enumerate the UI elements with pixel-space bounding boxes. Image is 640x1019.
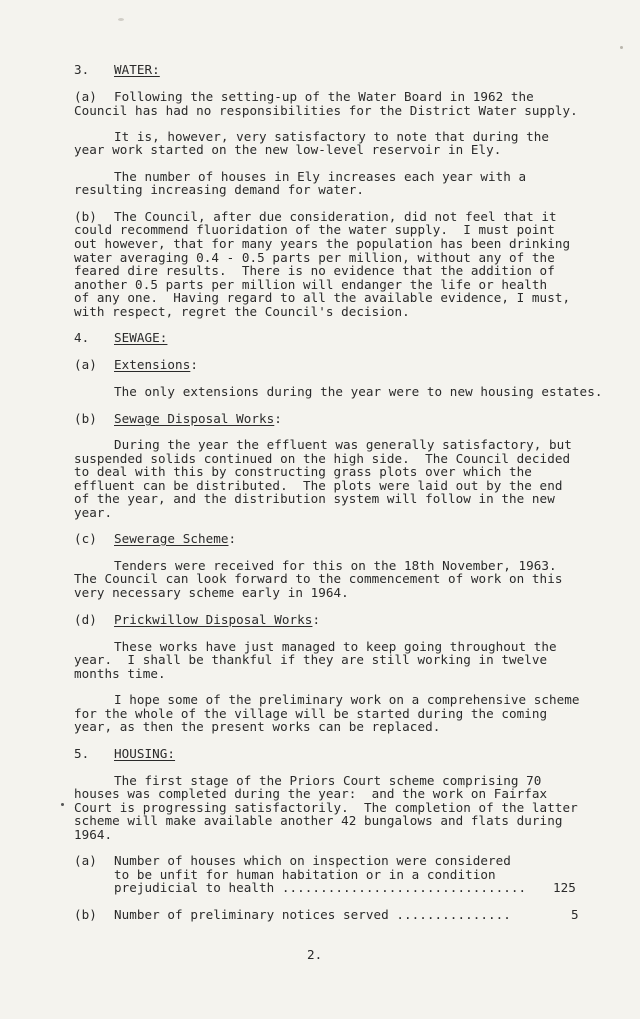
page-number: 2. bbox=[307, 947, 323, 962]
paragraph-line: The first stage of the Priors Court scheme comprising 70 bbox=[114, 773, 542, 788]
paragraph-line: year. bbox=[74, 505, 113, 520]
section-5-number: 5. bbox=[74, 746, 90, 761]
housing-item-value: 125 bbox=[553, 880, 576, 895]
section-4a-title-text: Extensions bbox=[114, 357, 191, 372]
paragraph-line: feared dire results. There is no evidence that the addition of bbox=[74, 263, 555, 278]
housing-item-value: 5 bbox=[571, 907, 579, 922]
paragraph-line: These works have just managed to keep going throughout the bbox=[114, 639, 557, 654]
housing-item-label: (b) bbox=[74, 907, 97, 922]
paragraph-line: Court is progressing satisfactorily. The completion of the latter bbox=[74, 800, 578, 815]
section-4-number: 4. bbox=[74, 330, 90, 345]
paragraph-line: year. I shall be thankful if they are still working in twelve bbox=[74, 652, 548, 667]
section-4b-title-text: Sewage Disposal Works bbox=[114, 411, 275, 426]
paragraph-line: 1964. bbox=[74, 827, 113, 842]
section-3a-label: (a) bbox=[74, 89, 97, 104]
section-4a-title: Extensions: bbox=[114, 357, 198, 372]
paragraph-line: Following the setting-up of the Water Board in 1962 the bbox=[114, 89, 534, 104]
housing-item-line: prejudicial to health ................................ bbox=[114, 880, 527, 895]
paragraph-line: of the year, and the distribution system will follow in the new bbox=[74, 491, 555, 506]
section-3b-label: (b) bbox=[74, 209, 97, 224]
section-4b-label: (b) bbox=[74, 411, 97, 426]
paragraph-line: I hope some of the preliminary work on a comprehensive scheme bbox=[114, 692, 580, 707]
section-5-heading: HOUSING: bbox=[114, 746, 176, 761]
paragraph-line: The only extensions during the year were to new housing estates. bbox=[114, 384, 603, 399]
paragraph-line: houses was completed during the year: and the work on Fairfax bbox=[74, 786, 548, 801]
section-3-number: 3. bbox=[74, 62, 90, 77]
paragraph-line: months time. bbox=[74, 666, 166, 681]
paragraph-line: effluent can be distributed. The plots were laid out by the end bbox=[74, 478, 563, 493]
paragraph-line: The Council can look forward to the commencement of work on this bbox=[74, 571, 563, 586]
paragraph-line: The number of houses in Ely increases each year with a bbox=[114, 169, 527, 184]
scan-speck bbox=[61, 803, 64, 806]
paragraph-line: very necessary scheme early in 1964. bbox=[74, 585, 349, 600]
housing-item-label: (a) bbox=[74, 853, 97, 868]
paragraph-line: could recommend fluoridation of the water supply. I must point bbox=[74, 222, 555, 237]
paragraph-line: suspended solids continued on the high side. The Council decided bbox=[74, 451, 571, 466]
section-4b-title: Sewage Disposal Works: bbox=[114, 411, 282, 426]
scan-speck bbox=[118, 18, 124, 21]
section-4c-label: (c) bbox=[74, 531, 97, 546]
paragraph-line: water averaging 0.4 - 0.5 parts per million, without any of the bbox=[74, 250, 555, 265]
paragraph-line: scheme will make available another 42 bungalows and flats during bbox=[74, 813, 563, 828]
paragraph-line: Council has had no responsibilities for the District Water supply. bbox=[74, 103, 578, 118]
paragraph-line: Tenders were received for this on the 18th November, 1963. bbox=[114, 558, 557, 573]
section-4c-title-text: Sewerage Scheme bbox=[114, 531, 229, 546]
paragraph-line: out however, that for many years the population has been drinking bbox=[74, 236, 571, 251]
paragraph-line: The Council, after due consideration, did not feel that it bbox=[114, 209, 557, 224]
section-4d-title-text: Prickwillow Disposal Works bbox=[114, 612, 313, 627]
section-3-heading: WATER: bbox=[114, 62, 160, 77]
paragraph-line: to deal with this by constructing grass plots over which the bbox=[74, 464, 532, 479]
section-4d-label: (d) bbox=[74, 612, 97, 627]
section-4-heading: SEWAGE: bbox=[114, 330, 168, 345]
housing-item-line: Number of houses which on inspection were considered bbox=[114, 853, 511, 868]
section-4c-title: Sewerage Scheme: bbox=[114, 531, 237, 546]
paragraph-line: for the whole of the village will be started during the coming bbox=[74, 706, 548, 721]
paragraph-line: of any one. Having regard to all the available evidence, I must, bbox=[74, 290, 571, 305]
housing-item-line: Number of preliminary notices served ............... bbox=[114, 907, 511, 922]
paragraph-line: year work started on the new low-level reservoir in Ely. bbox=[74, 142, 502, 157]
section-4d-title: Prickwillow Disposal Works: bbox=[114, 612, 321, 627]
housing-item-line: to be unfit for human habitation or in a condition bbox=[114, 867, 496, 882]
section-4a-label: (a) bbox=[74, 357, 97, 372]
scan-speck bbox=[620, 46, 623, 49]
paragraph-line: year, as then the present works can be replaced. bbox=[74, 719, 441, 734]
paragraph-line: with respect, regret the Council's decision. bbox=[74, 304, 410, 319]
paragraph-line: resulting increasing demand for water. bbox=[74, 182, 365, 197]
paragraph-line: It is, however, very satisfactory to note that during the bbox=[114, 129, 550, 144]
paragraph-line: During the year the effluent was generally satisfactory, but bbox=[114, 437, 572, 452]
paragraph-line: another 0.5 parts per million will endanger the life or health bbox=[74, 277, 548, 292]
